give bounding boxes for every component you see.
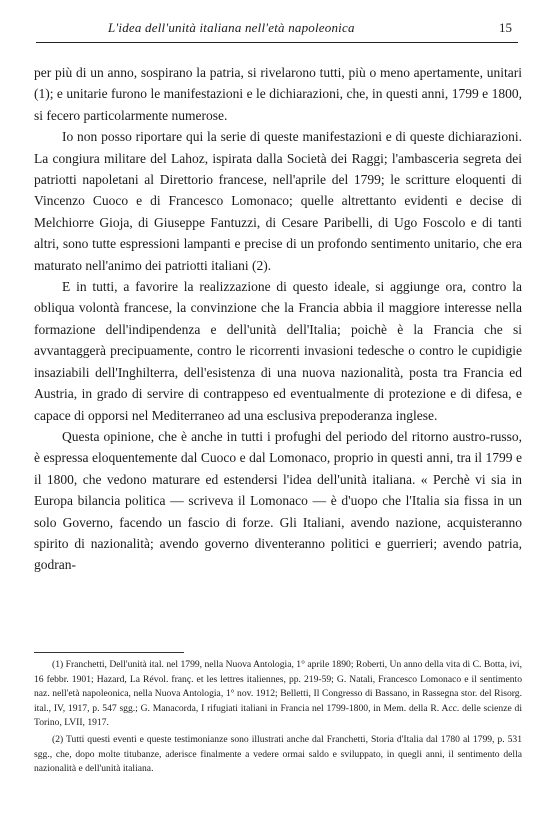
paragraph: Io non posso riportare qui la serie di queste manifestazioni e di queste dichiarazioni. La congiura militare del Lahoz, ispirata dalla Società dei Raggi; l'ambasceria segreta dei patriotti napoletani al Direttorio francese, nell'aprile del 1799; le scritture eloquenti di Vincenzo Cuoco e di Francesco Lomonaco; quelle altrettanto evidenti e decise di Melchiorre Gioja, di Giuseppe Fantuzzi, di Cesare Paribelli, di Ugo Foscolo e di tanti altri, sono tutte espressioni lampanti e precise di un profondo sentimento unitario, che era maturato nell'animo dei patriotti italiani (2). (34, 129, 522, 273)
paragraph: Questa opinione, che è anche in tutti i profughi del periodo del ritorno austro-russo, è espressa eloquentemente dal Cuoco e dal Lomonaco, proprio in questi anni, tra il 1799 e il 1800, che vedono maturare ed estendersi l'idea dell'unità italiana. « Perchè vi sia in Europa bilancia politica — scriveva il Lomonaco — è d'uopo che l'Italia sia fissa in un solo Governo, facendo un fascio di forze. Gli Italiani, avendo nazione, acquisteranno spirito di nazionalità; avendo governo diventeranno politici e guerrieri; avendo patria, godran- (34, 428, 522, 573)
paragraph: E in tutti, a favorire la realizzazione di questo ideale, si aggiunge ora, contro la obliqua volontà francese, la convinzione che la Francia abbia il maggiore interesse nella formazione dell'indipendenza e dell'unità dell'Italia; poichè è la Francia che si avvantaggerà precipuamente, contro le ricorrenti invasioni tedesche o contro le cupidigie insaziabili dell'Inghilterra, dell'esistenza di una nuova nazionalità, posta tra Francia ed Austria, in grado di servire di contrappeso ed eventualmente di protezione e di difesa, e capace di opporsi nel Mediterraneo ad una esclusiva prepoderanza inglese. (34, 279, 522, 423)
page-header (36, 12, 518, 43)
footnote: (2) Tutti questi eventi e queste testimonianze sono illustrati anche dal Franchetti, Storia d'Italia dal 1780 al 1799, p. 531 sgg., che, dopo molte titubanze, aderisce finalmente a vedere ormai saldo e sviluppato, in quegli anni, il sentimento della nazionalità e dell'unità italiana. (34, 733, 522, 775)
running-title: L'idea dell'unità italiana nell'età napoleonica (108, 20, 355, 35)
paragraph: per più di un anno, sospirano la patria, si rivelarono tutti, più o meno apertamente, unitari (1); e unitarie furono le manifestazioni e le dichiarazioni, che, in questi anni, 1799 e 1800, si fecero particolarmente numerose. (34, 65, 522, 123)
footnote-divider (34, 652, 184, 653)
footnote: (1) Franchetti, Dell'unità ital. nel 1799, nella Nuova Antologia, 1° aprile 1890; Roberti, Un anno della vita di C. Botta, ivi, 16 febbr. 1901; Hazard, La Révol. franç. et les lettres italiennes, pp. 219-59; G. Natali, Francesco Lomonaco e il sentimento naz. nell'età napoleonica, nella Nuova Antologia, 1° nov. 1912; Belletti, Il Congresso di Bassano, in Rassegna stor. del Risorg. ital., IV, 1917, p. 547 sgg.; G. Manacorda, I rifugiati italiani in Francia nel 1799-1800, in Mem. della R. Acc. delle scienze di Torino, LVII, 1917. (34, 659, 522, 729)
main-text (34, 62, 522, 576)
page-number: 15 (499, 20, 512, 35)
footnotes (34, 658, 522, 777)
